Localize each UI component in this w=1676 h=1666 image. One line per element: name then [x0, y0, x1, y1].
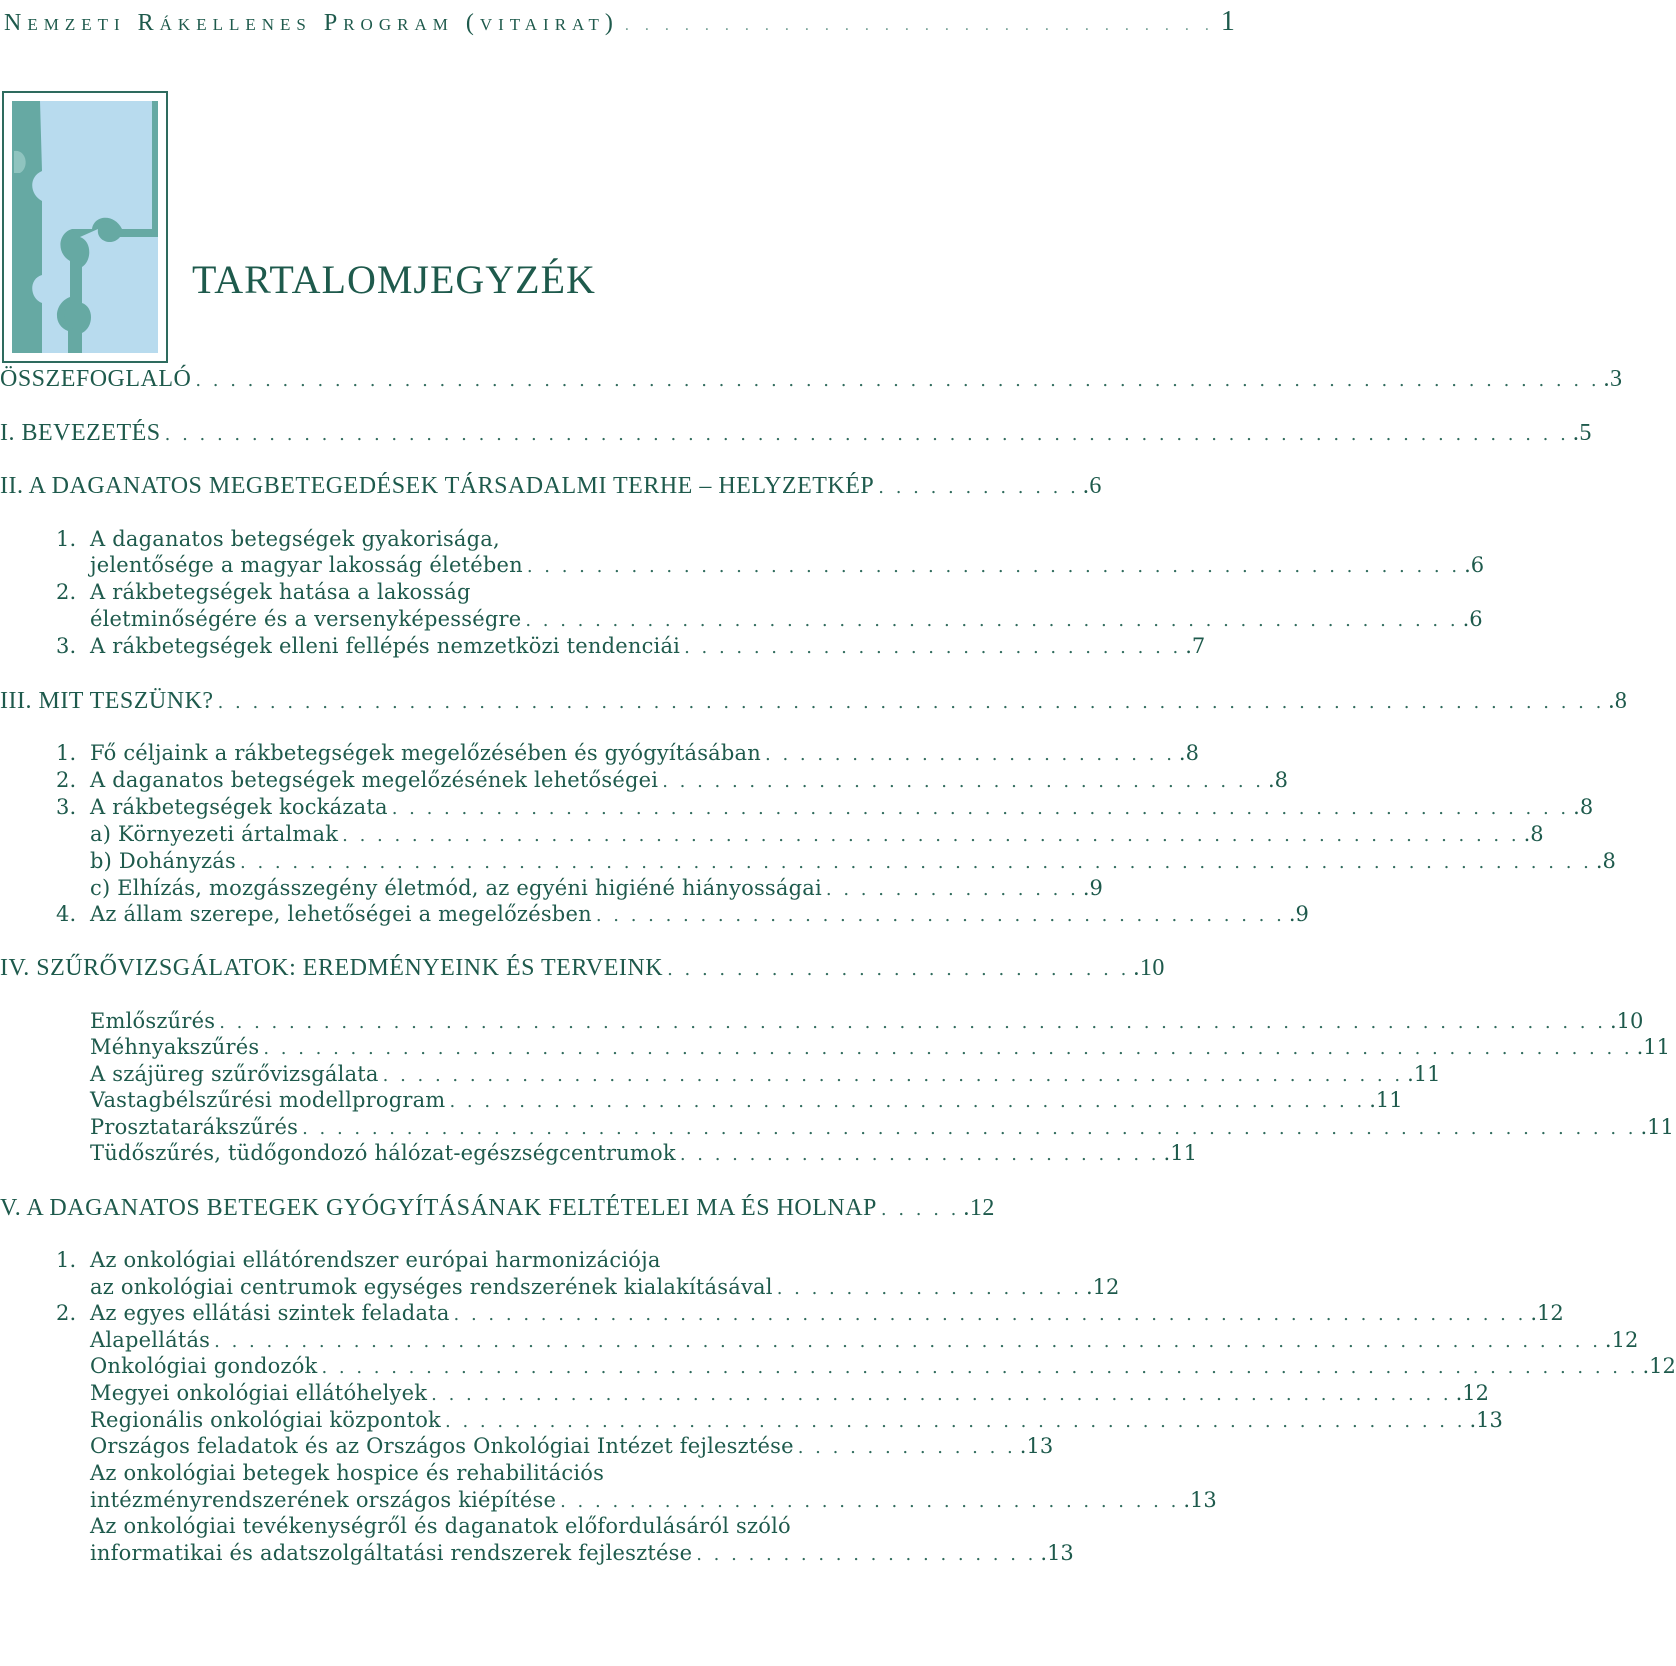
toc-entry-5-item[interactable]: [90, 1354, 1676, 1384]
toc-entry-page: .12: [1642, 1354, 1676, 1378]
toc-entry-number: 2.: [56, 580, 77, 604]
toc-entry-label: [56, 1301, 450, 1325]
toc-entry-page: .9: [1082, 876, 1103, 900]
toc-entry-label: jelentősége a magyar lakosság életében: [90, 553, 523, 577]
leader-dots: . . . . . . . . . . . . . . . . . . . . . . . . . . . . . .: [624, 17, 1215, 34]
toc-entry-page: .13: [1469, 1408, 1503, 1432]
toc-entry-label: az onkológiai centrumok egységes rendszerének kialakításával: [90, 1275, 773, 1299]
toc-entry-label: A szájüreg szűrővizsgálata: [90, 1062, 379, 1086]
toc-entry-5-1-line1[interactable]: [56, 1248, 661, 1272]
toc-entry-label: Méhnyakszűrés: [90, 1035, 260, 1059]
toc-entry-2-2-line1[interactable]: [56, 580, 471, 604]
toc-entry-label: [56, 902, 592, 926]
toc-entry-info[interactable]: [90, 1541, 1074, 1571]
toc-entry-label: [56, 795, 388, 819]
toc-entry-label: A rákbetegségek hatása a lakosság: [90, 580, 471, 604]
toc-entry-3-3-b[interactable]: [90, 849, 1616, 879]
running-head-title: Nemzeti Rákellenes Program (vitairat): [4, 10, 619, 36]
toc-entry-page: .8: [1523, 822, 1544, 846]
toc-entry-page: .13: [1019, 1434, 1054, 1458]
toc-entry-page: .13: [1183, 1488, 1217, 1512]
toc-entry-text: A daganatos betegségek megelőzésének lehetőségei: [90, 768, 659, 792]
toc-entry-page: .11: [1369, 1088, 1403, 1112]
toc-entry-page: .12: [1604, 1328, 1639, 1352]
toc-entry-page: .8: [1595, 849, 1616, 873]
leader-dots: . . . . . . . . . . . . . . . . . . . . . . . . . . . .: [679, 1144, 1160, 1165]
toc-entry-page: .11: [1636, 1035, 1671, 1059]
toc-entry-label: Tüdőszűrés, tüdőgondozó hálózat-egészségcentrumok: [90, 1141, 676, 1165]
leader-dots: . . . . . . . . . . . . . . . . . . . . . . . . . . . . . . . . . . . . . . . . . . . . . . . . . . . . . . . . . . . . . . . . . . . . . . . . . . . . . . . . .: [164, 424, 1569, 445]
toc-entry-number: 1.: [56, 741, 77, 765]
leader-dots: . . . . . . . . . . . . . . . . . . . . . . . . . . . . . . . . . . . . . . . . . . . . . . . . . . . . . . . . . . . . . . . . . . . .: [342, 825, 1520, 846]
toc-entry-3-1[interactable]: [56, 741, 1199, 771]
toc-entry-4-item[interactable]: [90, 1141, 1197, 1171]
toc-entry-section-2[interactable]: [0, 473, 1102, 503]
leader-dots: . . . . . . . . . . . . . . . . . . . . . . . . . . . . . . . . . . . . . . . . . . . . . . . . . . . . . . . . . . . . . . . . . . . . . . . . . . . . . . . .: [217, 692, 1605, 713]
toc-entry-label: I. BEVEZETÉS: [0, 420, 161, 446]
leader-dots: . . . . . . . . . . . . . . . . . . . . . . . . . . . . . . . . . . . . . . . . . . . . . . . . . . . . .: [449, 1091, 1366, 1112]
toc-entry-page: .3: [1603, 366, 1623, 392]
toc-entry-number: 3.: [56, 634, 77, 658]
toc-entry-label: A daganatos betegségek gyakorisága,: [90, 527, 500, 551]
toc-entry-page: .9: [1288, 902, 1309, 926]
leader-dots: . . . . . . . . . . . . . . . . . . . . . . . . . . . . . . . . . . . . . . . . . . . . . . . . . . . . . . . . . . . . . . . . . . . . . . . . . . . . . . . .: [214, 1331, 1601, 1352]
leader-dots: . . . . . . . . . . . . . . . . . . . .: [696, 1544, 1037, 1565]
toc-entry-page: .11: [1407, 1062, 1441, 1086]
toc-entry-info-line1[interactable]: Az onkológiai tevékenységről és daganatok előfordulásáról szóló: [90, 1514, 791, 1538]
toc-entry-number: 1.: [56, 1248, 77, 1272]
toc-entry-text: A rákbetegségek elleni fellépés nemzetközi tendenciái: [90, 634, 681, 658]
toc-entry-section-4[interactable]: [0, 955, 1165, 985]
toc-entry-page: .8: [1573, 795, 1594, 819]
leader-dots: . . . . . . . . . . . . . . . . . . . . . . . . . . . . . . . . . . . . . . . . . . . . . . . . . . . . . . . . . . . . . . . . . . . . . . . . . . . . . . . . .: [195, 370, 1600, 391]
toc-entry-label: III. MIT TESZÜNK?: [0, 688, 214, 714]
toc-entry-page: .11: [1640, 1115, 1674, 1139]
toc-entry-page: .12: [1530, 1301, 1564, 1325]
leader-dots: . . . . . . . . . . . . . . . . . . . . . . . . . . . . . . . . . . . . . . . . . . . . . . . . . . . . . .: [525, 610, 1459, 631]
toc-entry-text: Az egyes ellátási szintek feladata: [90, 1301, 450, 1325]
toc-entry-hospice-line1[interactable]: Az onkológiai betegek hospice és rehabilitációs: [90, 1461, 605, 1485]
toc-entry-section-5[interactable]: [0, 1195, 995, 1225]
toc-entry-label: Onkológiai gondozók: [90, 1354, 318, 1378]
toc-entry-page: .6: [1462, 607, 1483, 631]
toc-entry-2-3[interactable]: [56, 634, 1206, 664]
toc-entry-label: Megyei onkológiai ellátóhelyek: [90, 1381, 428, 1405]
toc-entry-bevezetes[interactable]: [0, 420, 1592, 450]
toc-entry-osszefoglalo[interactable]: [0, 366, 1623, 396]
leader-dots: . . . . . . . . . . . . . . . . . . . . . . . .: [765, 744, 1175, 765]
toc-entry-3-3[interactable]: [56, 795, 1594, 825]
leader-dots: . . . . . . . . . . . . . . . . . . . . . . . . . . . . . . . . . . . . . . . .: [595, 905, 1285, 926]
toc-entry-label: II. A DAGANATOS MEGBETEGEDÉSEK TÁRSADALMI TERHE – HELYZETKÉP: [0, 473, 875, 499]
toc-entry-label: Országos feladatok és az Országos Onkológiai Intézet fejlesztése: [90, 1434, 794, 1458]
toc-entry-2-1-line1[interactable]: [56, 527, 500, 551]
puzzle-graphic: [2, 91, 168, 363]
toc-entry-text: Fő céljaink a rákbetegségek megelőzésében és gyógyításában: [90, 741, 761, 765]
toc-entry-page: .8: [1608, 688, 1628, 714]
toc-entry-number: 2.: [56, 768, 77, 792]
toc-entry-4-item[interactable]: [90, 1088, 1403, 1118]
toc-entry-label: V. A DAGANATOS BETEGEK GYÓGYÍTÁSÁNAK FELTÉTELEI MA ÉS HOLNAP: [0, 1195, 877, 1221]
toc-entry-label: [56, 741, 761, 765]
leader-dots: . . . . . . . . . . . . . . . . . . . . . . . . . . . . . . . . . . . . . . . . . . . . . . . . . . . . . . . . . . . . . .: [453, 1304, 1527, 1325]
toc-entry-number: 1.: [56, 527, 77, 551]
leader-dots: . . . . . . . . . . . . . . . . . .: [776, 1278, 1082, 1299]
toc-entry-label: informatikai és adatszolgáltatási rendszerek fejlesztése: [90, 1541, 693, 1565]
leader-dots: . . . . . . . . . . . . . . . . . . . . . . . . . . . . .: [684, 637, 1182, 658]
toc-entry-page: .10: [1609, 1009, 1644, 1033]
leader-dots: . . . . .: [880, 1199, 960, 1220]
toc-entry-text: Az állam szerepe, lehetőségei a megelőzésben: [90, 902, 592, 926]
toc-entry-label: Az onkológiai ellátórendszer európai harmonizációja: [90, 1248, 661, 1272]
page-number: 1: [1220, 6, 1235, 37]
toc-entry-label: életminőségére és a versenyképességre: [90, 607, 522, 631]
leader-dots: . . . . . . . . . . . . .: [797, 1437, 1016, 1458]
toc-entry-label: IV. SZŰRŐVIZSGÁLATOK: EREDMÉNYEINK ÉS TERVEINK: [0, 955, 664, 981]
toc-entry-5-item[interactable]: [90, 1434, 1054, 1464]
leader-dots: . . . . . . . . . . . . . . . . . . . . . . . . . . .: [667, 959, 1130, 980]
toc-entry-label: Vastagbélszűrési modellprogram: [90, 1088, 446, 1112]
toc-entry-3-4[interactable]: [56, 902, 1309, 932]
toc-entry-page: .11: [1163, 1141, 1197, 1165]
leader-dots: . . . . . . . . . . . . . . . . . . . . . . . . . . . . . . . . . . . . . . . . . . . . . . . . . . . . . . . . . . .: [382, 1065, 1404, 1086]
page-title: TARTALOMJEGYZÉK: [192, 257, 596, 302]
toc-entry-page: .12: [1085, 1275, 1120, 1299]
toc-entry-label: Emlőszűrés: [90, 1009, 216, 1033]
leader-dots: . . . . . . . . . . . . . . . . . . . . . . . . . . . . . . . . . . . . . . . . . . . . . . . . . . . . . . . . . . . . . . . . . . . . . . . . . . . . . .: [240, 852, 1592, 873]
toc-entry-page: .12: [963, 1195, 995, 1221]
toc-entry-number: 2.: [56, 1301, 77, 1325]
leader-dots: . . . . . . . . . . . . . . . . . . . . . . . . . . . . . . . . . . . . . . . . . . . . . . . . . . . . . . . . . . . . . . . . . . . . . . . . . . . .: [321, 1357, 1639, 1378]
toc-entry-section-3[interactable]: [0, 688, 1628, 718]
toc-entry-5-2[interactable]: [56, 1301, 1564, 1331]
toc-entry-label: a) Környezeti ártalmak: [90, 822, 339, 846]
toc-entry-page: .13: [1040, 1541, 1074, 1565]
toc-entry-number: 3.: [56, 795, 77, 819]
toc-entry-label: b) Dohányzás: [90, 849, 236, 873]
toc-entry-5-item[interactable]: [90, 1381, 1490, 1411]
toc-entry-page: .6: [1464, 553, 1485, 577]
leader-dots: . . . . . . . . . . . . . . . . . . . . . . . . . . . . . . . . . . . . . . . . . . . . . . . . . . . . . . . . . . .: [431, 1384, 1452, 1405]
leader-dots: . . . . . . . . . . . . . . . . . . . . . . . . . . . . . . . . . . .: [662, 771, 1264, 792]
toc-entry-number: 4.: [56, 902, 77, 926]
toc-entry-page: .8: [1268, 768, 1289, 792]
leader-dots: . . . . . . . . . . . . . . . . . . . . . . . . . . . . . . . . . . . . . . . . . . . . . . . . . . . . . . . . . . .: [445, 1411, 1466, 1432]
leader-dots: . . . . . . . . . . . . . . . . . . . . . . . . . . . . . . . . . . . . . . . . . . . . . . . . . . . . . . . . . . . . . . . . . . . . . . . . . . . . .: [302, 1118, 1637, 1139]
toc-entry-page: .12: [1455, 1381, 1490, 1405]
toc-entry-2-1[interactable]: [90, 553, 1485, 583]
toc-entry-page: .5: [1572, 420, 1592, 446]
toc-entry-label: [56, 768, 658, 792]
toc-entry-label: intézményrendszerének országos kiépítése: [90, 1488, 557, 1512]
leader-dots: . . . . . . . . . . . . . . . . . . . . . . . . . . . . . . . . . . . . . . . . . . . . . . . . . . . . . . . . . . . . . . . . . . . . . . . . . . . . . . . .: [219, 1012, 1606, 1033]
toc-entry-label: c) Elhízás, mozgásszegény életmód, az egyéni higiéné hiányosságai: [90, 876, 822, 900]
toc-entry-label: [56, 634, 680, 658]
toc-entry-page: .10: [1133, 955, 1165, 981]
toc-entry-4-item[interactable]: [90, 1035, 1671, 1065]
toc-entry-label: Regionális onkológiai központok: [90, 1408, 441, 1432]
running-head: [4, 6, 1235, 42]
toc-entry-page: .8: [1178, 741, 1199, 765]
toc-entry-text: A rákbetegségek kockázata: [90, 795, 388, 819]
toc-entry-label: Prosztatarákszűrés: [90, 1115, 299, 1139]
toc-entry-label: Alapellátás: [90, 1328, 211, 1352]
toc-entry-3-2[interactable]: [56, 768, 1289, 798]
leader-dots: . . . . . . . . . . . . . . . . . . . . . . . . . . . . . . . . . . . . . . . . . . . . . . . . . . . . . . . . . . . . . . . . . . . .: [391, 798, 1570, 819]
leader-dots: . . . . . . . . . . . . . . . . . . . . . . . . . . . . . . . . . . . .: [560, 1491, 1180, 1512]
toc-entry-page: .6: [1082, 473, 1102, 499]
toc-entry-label: ÖSSZEFOGLALÓ: [0, 366, 192, 392]
toc-entry-2-2[interactable]: [90, 607, 1483, 637]
leader-dots: . . . . . . . . . . . . . . .: [825, 879, 1079, 900]
leader-dots: . . . . . . . . . . . . . . . . . . . . . . . . . . . . . . . . . . . . . . . . . . . . . . . . . . . . . .: [526, 556, 1461, 577]
toc-entry-page: .7: [1185, 634, 1206, 658]
leader-dots: . . . . . . . . . . . .: [878, 477, 1079, 498]
toc-entry-3-3-a[interactable]: [90, 822, 1544, 852]
leader-dots: . . . . . . . . . . . . . . . . . . . . . . . . . . . . . . . . . . . . . . . . . . . . . . . . . . . . . . . . . . . . . . . . . . . . . . . . . . . . . . .: [263, 1038, 1633, 1059]
